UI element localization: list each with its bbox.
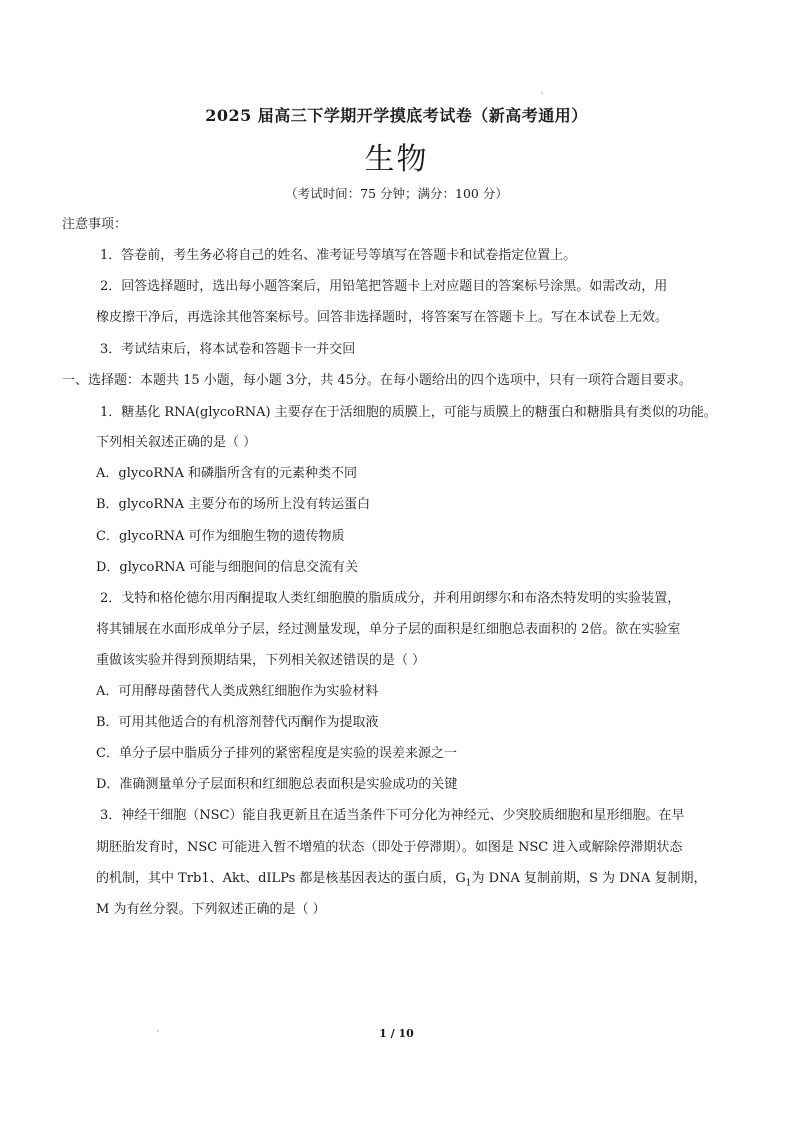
note-item-2-line-2: 橡皮擦干净后，再选涂其他答案标号。回答非选择题时，将答案写在答题卡上。写在本试卷上无效。 [96,310,669,325]
exam-info: （考试时间：75 分钟；满分：100 分） [285,186,508,201]
subscript: 1 [465,878,472,889]
subject-title: 生物 [364,142,429,177]
question-3-line-3-part-1: 的机制，其中 Trb1、Akt、dILPs 都是核基因表达的蛋白质，G [96,871,466,886]
page-number: 1 / 10 [379,1027,414,1040]
question-2-option-a: A．可用酵母菌替代人类成熟红细胞作为实验材料 [96,684,379,699]
note-item-1: 1．答卷前，考生务必将自己的姓名、准考证号等填写在答题卡和试卷指定位置上。 [100,248,577,263]
question-3-stem-line-4: M 为有丝分裂。下列叙述正确的是（ ） [96,902,326,917]
exam-title: 2025 届高三下学期开学摸底考试卷（新高考通用） [205,106,588,125]
question-2-stem-line-2: 将其铺展在水面形成单分子层，经过测量发现，单分子层的面积是红细胞总表面积的 2倍。欲在实验室 [96,622,681,637]
notes-heading: 注意事项： [62,217,128,232]
question-3-stem-line-2: 期胚胎发育时，NSC 可能进入暂不增殖的状态（即处于停滞期）。如图是 NSC 进入或解除停滞期状态 [96,840,683,855]
question-1-stem-line-1: 1．糖基化 RNA(glycoRNA) 主要存在于活细胞的质膜上，可能与质膜上的糖蛋白和糖脂具有类似的功能。 [100,405,717,420]
note-item-3: 3．考试结束后，将本试卷和答题卡一并交回 [100,342,356,357]
scan-speck [541,92,543,94]
question-3-line-3-part-2: 为 DNA 复制前期，S 为 DNA 复制期， [471,871,707,886]
question-2-option-b: B．可用其他适合的有机溶剂替代丙酮作为提取液 [96,715,379,730]
question-2-option-d: D．准确测量单分子层面积和红细胞总表面积是实验成功的关键 [96,777,458,792]
question-1-option-d: D．glycoRNA 可能与细胞间的信息交流有关 [96,560,359,575]
note-item-2-line-1: 2．回答选择题时，选出每小题答案后，用铅笔把答题卡上对应题目的答案标号涂黑。如需改动，用 [100,279,668,294]
question-1-option-c: C．glycoRNA 可作为细胞生物的遗传物质 [96,529,345,544]
question-1-option-b: B．glycoRNA 主要分布的场所上没有转运蛋白 [96,497,371,512]
question-1-stem-line-2: 下列相关叙述正确的是（ ） [96,435,257,450]
question-1-option-a: A．glycoRNA 和磷脂所含有的元素种类不同 [96,466,358,481]
question-3-stem-line-1: 3．神经干细胞（NSC）能自我更新且在适当条件下可分化为神经元、少突胶质细胞和星形细胞。在早 [100,808,685,823]
section-heading: 一、选择题：本题共 15 小题，每小题 3分，共 45分。在每小题给出的四个选项中，只有一项符合题目要求。 [62,373,692,388]
question-2-stem-line-3: 重做该实验并得到预期结果，下列相关叙述错误的是（ ） [96,653,426,668]
question-2-option-c: C．单分子层中脂质分子排列的紧密程度是实验的误差来源之一 [96,746,457,761]
question-3-stem-line-3 [96,870,706,893]
question-2-stem-line-1: 2．戈特和格伦德尔用丙酮提取人类红细胞膜的脂质成分，并利用朗缪尔和布洛杰特发明的实验装置， [100,591,681,606]
